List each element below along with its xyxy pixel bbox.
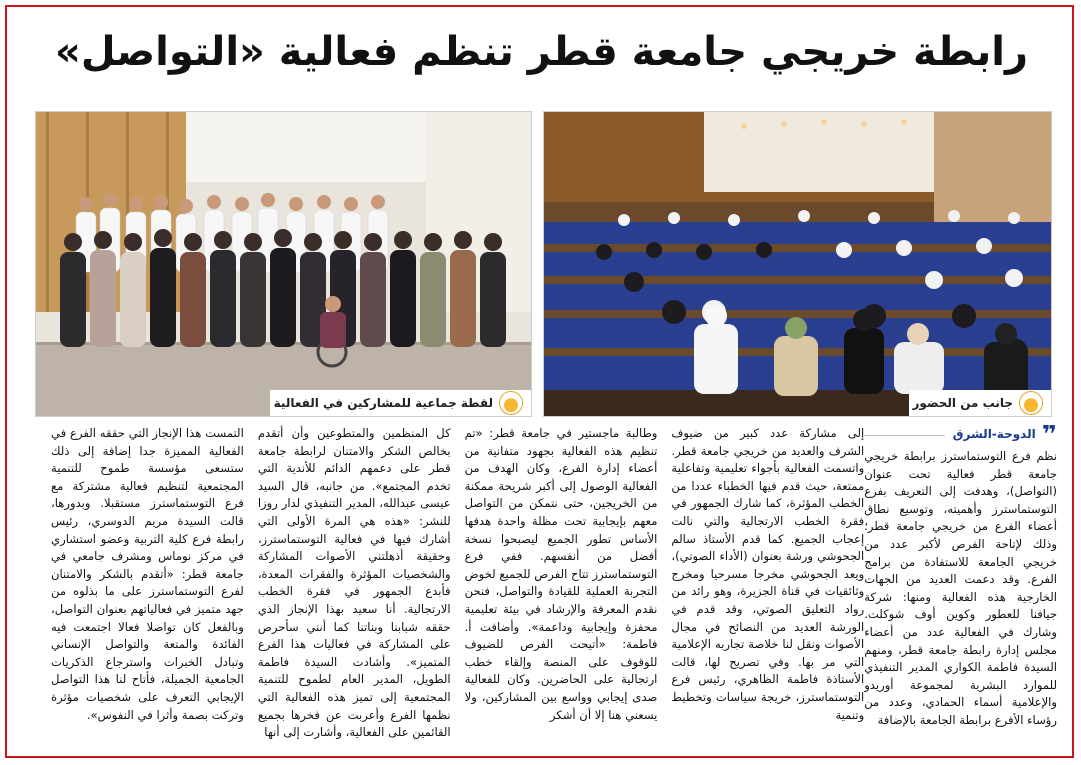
- article-frame: [5, 5, 1074, 758]
- article-body: [37, 425, 1057, 755]
- dateline-text: الدوحة-الشرق: [952, 427, 1036, 442]
- article-column-5: [51, 425, 244, 755]
- group-photo-caption-text: لقطة جماعية للمشاركين في الفعالية: [273, 396, 493, 410]
- newspaper-logo-icon: [1019, 391, 1043, 415]
- audience-photo: [543, 111, 1052, 417]
- dateline: [864, 425, 1057, 450]
- newspaper-logo-icon: [499, 391, 523, 415]
- article-paragraph: إلى مشاركة عدد كبير من ضيوف الشرف والعديد من خريجي جامعة قطر. واتسمت الفعالية بأجواء تعليمية وتفاعلية ممتعة، حيث قدم فيها الخطباء عددا من الخطب المؤثرة، كما شارك الجمهور في فقرة الخطب الارتجالية والتي نالت إعجاب الجميع. كما قدم الأستاذ سالم الجحوشي ورشة بعنوان (الأداء الصوتي)، ويعد الجحوشي مخرجا مسرحيا ومخرج وثائقيات في قناة الجزيرة، وهو رائد من رواد التعليق الصوتي، وقد قدم في الورشة العديد من النصائح في مجال الأصوات ونقل لنا خلاصة تجاربه الإعلامية التي مر بها. وفي تصريح لها، قالت الأستاذة فاطمة الظاهري، رئيس فرع التوستماسترز، خريجة سياسات وتخطيط وتنمية: [671, 426, 865, 722]
- article-paragraph: كل المنظمين والمتطوعين وأن أتقدم بخالص الشكر والامتنان لرابطة جامعة قطر على دعمهم الدائم للأندية التي تخدم المجتمع». من جانبه، قال السيد عيسى عبدالله، المدير التنفيذي لدار روزا للنشر: «هذه هي المرة الأولى التي أشارك فيها في فعالية التوستماسترز، وحقيقة أذهلتني الأصوات المشاركة والشخصيات المؤثرة والفقرات المعدة، فأبدع الجمهور في فقرة الخطب الارتجالية. أنا سعيد بهذا الإنجاز الذي حققه شبابنا وبناتنا كما أنني سأحرص على المشاركة في فعاليات هذا الفرع المتميز». وأشادت السيدة فاطمة الطويل، المدير العام لطموح للتنمية المجتمعية إلى تميز هذه الفعالية التي نظمها الفرع وأعربت عن فخرها بجميع القائمين على الفعالية، وأشارت إلى أنها: [257, 426, 451, 740]
- quote-mark-icon: ❞: [1041, 425, 1057, 450]
- article-headline: رابطة خريجي جامعة قطر تنظم فعالية «التواصل»: [54, 29, 1028, 75]
- dateline-rule: [864, 435, 945, 436]
- group-photo: [35, 111, 532, 417]
- group-photo-caption: [270, 390, 531, 416]
- group-photo-image: [36, 112, 532, 417]
- article-paragraph: وطالبة ماجستير في جامعة قطر: «تم تنظيم هذه الفعالية بجهود متفانية من أعضاء إدارة الفرع، وكان الهدف من الفعالية الوصول إلى أكبر شريحة ممكنة من الخريجين، حتى نتمكن من التواصل معهم بإيجابية تحت مظلة واحدة هدفها الأساس تطور الجميع ليصبحوا نسخة أفضل من أنفسهم. ففي فرع التوستماسترز تتاح الفرص للجميع لخوض التجربة العملية للقيادة والتواصل، فنحن نقدم المعرفة والإرشاد في بيئة تعليمية محفزة وإيجابية وداعمة». وأضافت أ. فاطمة: «أتيحت الفرص للضيوف للوقوف على المنصة وإلقاء خطب ارتجالية على الحاضرين. وكان للفعالية صدى إيجابي وواسع بين المشاركين، ولا يسعني هنا إلا أن أشكر: [464, 426, 658, 722]
- article-column-2: [671, 425, 864, 755]
- audience-photo-caption: [909, 390, 1051, 416]
- audience-photo-caption-text: جانب من الحضور: [912, 396, 1013, 410]
- article-column-1: [864, 425, 1057, 755]
- article-column-3: [465, 425, 658, 755]
- article-paragraph: نظم فرع التوستماسترز برابطة خريجي جامعة قطر فعالية تحت عنوان (التواصل)، وهدفت إلى التعريف بفرع التوستماسترز وأهميته، وتوسيع نطاق أعضاء الفرع من خريجي جامعة قطر؛ وذلك لإتاحة الفرص لأكبر عدد من خريجي الجامعة للاستفادة من برامج الفرع. وقد دعمت العديد من الجهات الخارجية هذه الفعالية ومنها: شركة جيافنا للعطور وكوين أوف شوكلت. وشارك في الفعالية عدد من أعضاء مجلس إدارة رابطة جامعة قطر، ومنهم السيدة فاطمة الكواري المدير التنفيذي للموارد البشرية لمجموعة أوريدو والإعلامية أسماء الحمادي، وعدد من رؤساء الأفرع برابطة الجامعة بالإضافة: [864, 449, 1057, 727]
- audience-photo-image: [544, 112, 1052, 417]
- article-paragraph: التمست هذا الإنجاز التي حققه الفرع في الفعالية المميزة جدا إضافة إلى ذلك ستسعى مؤسسة طموح للتنمية المجتمعية لتنظيم فعالية مشتركة مع فرع التوستماسترز مستقبلا. وبدورها، قالت السيدة مريم الدوسري، رئيس رابطة فرع كلية التربية وعضو استشاري في مركز نوماس ومشرف جامعي في جامعة قطر: «أتقدم بالشكر والامتنان لفرع التوستماسترز على ما بذلوه من جهد متميز في فعالياتهم بعنوان التواصل، وبالفعل كان تواصلا فعالا اجتمعت فيه الفائدة والمتعة والتواصل الإنساني وتبادل الخبرات واسترجاع الذكريات الجامعية الجميلة، فأتاح لنا هذا التواصل الإيجابي التعرف على شخصيات مؤثرة وتركت بصمة وأثرا في النفوس».: [51, 426, 244, 722]
- article-column-4: [258, 425, 451, 755]
